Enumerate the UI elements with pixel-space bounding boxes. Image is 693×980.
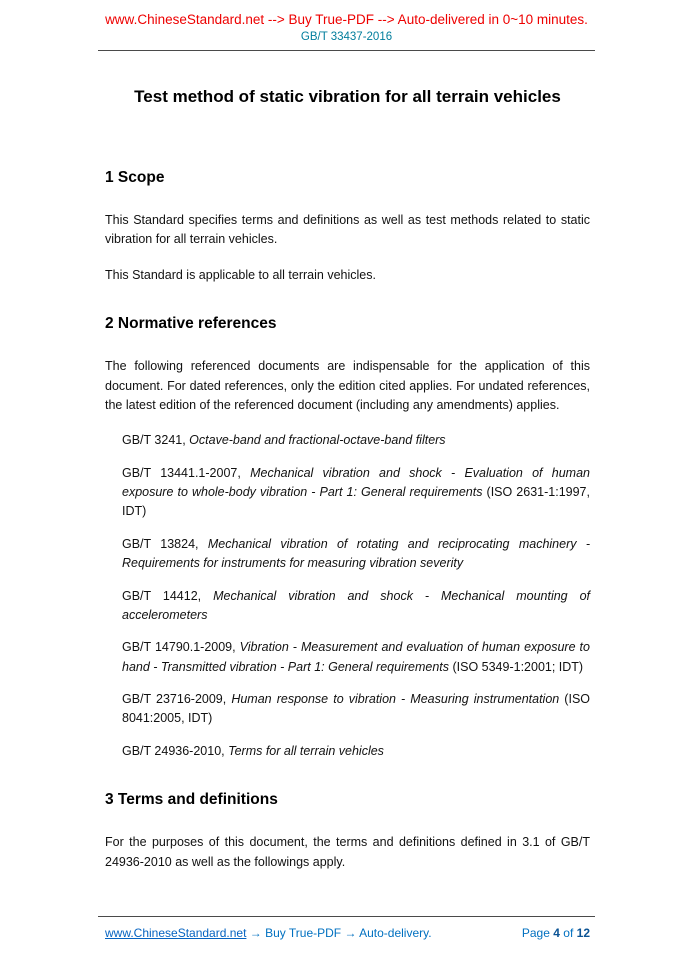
standard-number: GB/T 33437-2016: [300, 31, 393, 43]
ref-code: GB/T 3241,: [122, 433, 190, 448]
header-divider: [98, 50, 595, 51]
footer-row: [0, 917, 693, 940]
ref-code: GB/T 14412,: [122, 588, 214, 603]
reference-item: [122, 535, 590, 574]
normative-intro-paragraph: The following referenced documents are indispensable for the application of this document. For dated references, only the edition cited applies. For undated references, the latest edition of the referenced document (including any amendments) applies.: [105, 359, 590, 412]
page-indicator: [522, 926, 590, 940]
promo-banner: www.ChineseStandard.net --> Buy True-PDF --> Auto-delivered in 0~10 minutes.: [105, 12, 588, 27]
ref-title: Vibration - Measurement and evaluation of human exposure to hand - Transmitted vibration - Part 1: General requirements: [122, 640, 590, 674]
ref-suffix: (ISO 8041:2005, IDT): [122, 692, 591, 726]
reference-list: [105, 431, 590, 761]
section-heading-normative-references: 2 Normative references: [105, 315, 277, 333]
ref-title: Mechanical vibration and shock - Mechanical mounting of accelerometers: [122, 588, 591, 622]
ref-title: Terms for all terrain vehicles: [228, 743, 384, 758]
page-total: 12: [576, 926, 590, 940]
reference-item: [122, 742, 590, 761]
footer-promo: [105, 926, 432, 940]
ref-suffix: (ISO 5349-1:2001; IDT): [449, 659, 584, 674]
reference-item: [122, 464, 590, 522]
ref-code: GB/T 13441.1-2007,: [122, 465, 251, 480]
page-current: 4: [553, 926, 560, 940]
terms-paragraph-1: For the purposes of this document, the terms and definitions defined in 3.1 of GB/T 24936-2010 as well as the followings apply.: [105, 835, 590, 869]
ref-code: GB/T 23716-2009,: [122, 692, 232, 706]
reference-item: [122, 638, 590, 677]
scope-paragraph-2: This Standard is applicable to all terrain vehicles.: [105, 267, 376, 282]
ref-title: Mechanical vibration and shock - Evaluation of human exposure to whole-body vibration - Part 1: General requirements: [122, 465, 590, 499]
ref-title: Mechanical vibration of rotating and reciprocating machinery - Requirements for instruments for measuring vibration severity: [122, 536, 590, 571]
section-heading-terms: 3 Terms and definitions: [105, 791, 278, 809]
document-body: [0, 87, 693, 872]
ref-suffix: (ISO 2631-1:1997, IDT): [122, 485, 590, 519]
page-footer: [0, 909, 693, 940]
section-heading-scope: 1 Scope: [105, 169, 165, 186]
page-label: Page: [521, 926, 550, 940]
reference-item: [122, 431, 590, 450]
document-title: Test method of static vibration for all terrain vehicles: [134, 87, 561, 106]
footer-promo-tail: → Buy True-PDF → Auto-delivery.: [246, 926, 432, 940]
scope-paragraph-1: This Standard specifies terms and definitions as well as test methods related to static vibration for all terrain vehicles.: [105, 213, 590, 247]
ref-code: GB/T 14790.1-2009,: [122, 640, 240, 655]
ref-code: GB/T 13824,: [122, 536, 208, 551]
reference-item: [122, 587, 590, 626]
page-of-label: of: [563, 926, 574, 940]
footer-website-link[interactable]: www.ChineseStandard.net: [105, 926, 247, 940]
page-header: [0, 0, 693, 43]
ref-code: GB/T 24936-2010,: [122, 743, 229, 758]
ref-title: Human response to vibration - Measuring instrumentation: [231, 692, 560, 706]
ref-title: Octave-band and fractional-octave-band filters: [189, 433, 446, 448]
reference-item: [122, 690, 590, 729]
